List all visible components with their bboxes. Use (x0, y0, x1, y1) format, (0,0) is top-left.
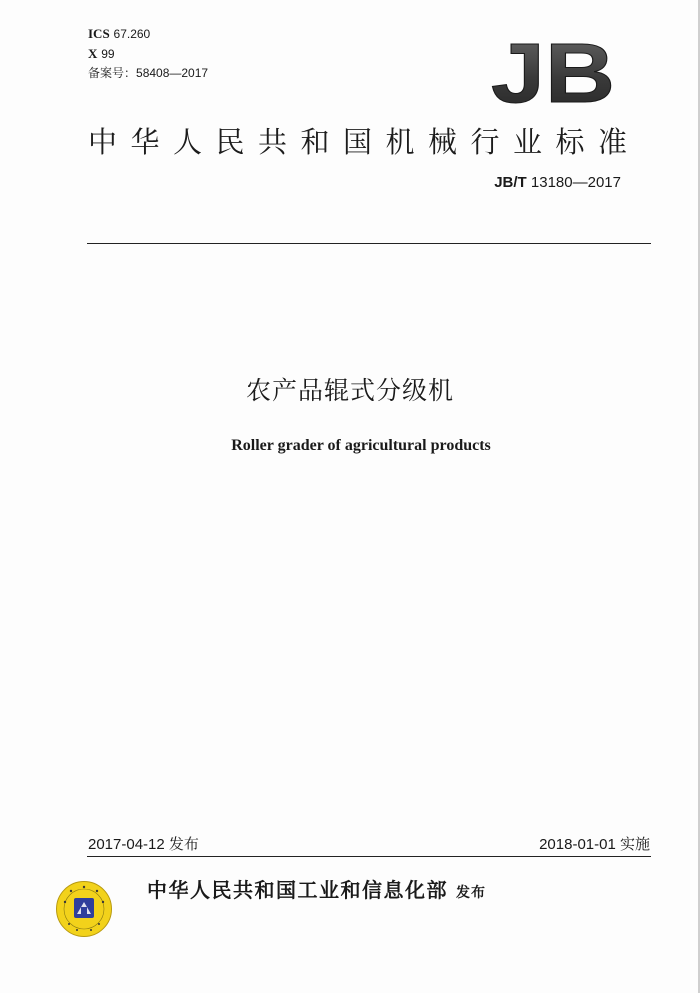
ics-label: ICS (88, 26, 110, 41)
top-divider (87, 243, 651, 244)
standard-code-number: 13180—2017 (530, 174, 621, 191)
class-label: X (88, 46, 98, 61)
publisher-suffix: 发布 (456, 885, 486, 901)
ics-value: 67.260 (113, 27, 151, 41)
chinese-title: 农产品辊式分级机 (245, 376, 454, 405)
issue-date: 2017-04-12 发布 (88, 836, 199, 853)
standard-category-title: 中华人民共和国机械行业标准 (88, 125, 641, 159)
implementation-date: 2018-01-01 实施 (539, 836, 650, 853)
english-title: Roller grader of agricultural products (231, 437, 491, 454)
bottom-divider (87, 856, 651, 857)
record-line (88, 64, 208, 83)
jb-logo (488, 36, 618, 108)
record-value: 58408—2017 (136, 66, 209, 80)
publisher (147, 874, 486, 903)
publisher-name: 中华人民共和国工业和信息化部 (147, 878, 448, 902)
record-label: 备案号： (88, 66, 137, 80)
class-value: 99 (101, 47, 115, 61)
ics-line (88, 24, 208, 44)
classification-block (88, 24, 208, 83)
standard-code-prefix: JB/T (494, 174, 527, 191)
standard-code (494, 174, 621, 191)
class-line (88, 44, 208, 64)
jb-logo-text: JB (491, 36, 615, 108)
ministry-seal-icon (55, 880, 113, 938)
